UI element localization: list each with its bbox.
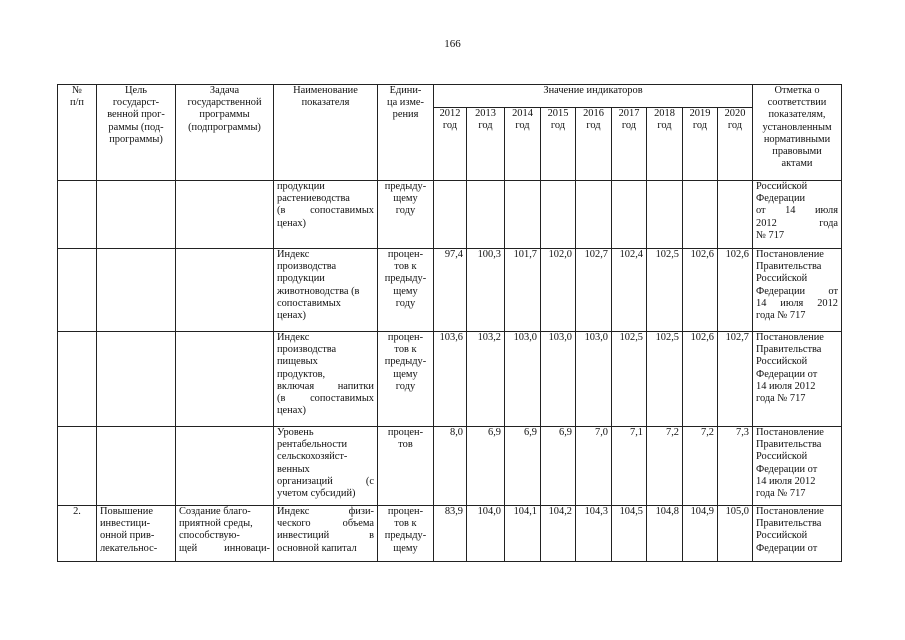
year-unit-label: год — [657, 120, 672, 132]
indicator-name-cell — [274, 506, 378, 562]
compliance-mark-cell — [753, 427, 842, 506]
text-line — [277, 205, 374, 217]
unit-text: предыду- — [384, 181, 427, 192]
indicator-name-text: ческого — [277, 518, 311, 530]
indicator-value: 102,6 — [683, 249, 718, 332]
table-row — [58, 506, 842, 562]
task-text: способствую- — [179, 530, 240, 542]
header-year-2014 — [505, 108, 541, 181]
header-text-line: № — [72, 85, 82, 96]
indicator-value: 103,2 — [467, 332, 505, 427]
indicators-table — [57, 84, 842, 562]
row-number — [58, 332, 97, 427]
row-number — [58, 427, 97, 506]
text-line — [756, 298, 838, 310]
indicator-value: 101,7 — [505, 249, 541, 332]
indicator-value: 8,0 — [434, 427, 467, 506]
text-line — [277, 464, 374, 476]
indicator-name-text: Уровень — [277, 427, 314, 438]
indicator-value: 103,6 — [434, 332, 467, 427]
unit-cell — [378, 249, 434, 332]
indicator-name-text: Индекс — [277, 506, 310, 517]
indicator-value — [505, 181, 541, 249]
goal-cell — [97, 181, 176, 249]
indicator-value — [434, 181, 467, 249]
indicator-name-text: продуктов, — [277, 368, 326, 380]
compliance-mark-text: года № 717 — [756, 310, 806, 322]
indicator-name-text: основной капитал — [277, 542, 357, 554]
text-line — [277, 439, 374, 451]
text-line — [100, 530, 172, 542]
text-line — [179, 543, 270, 555]
header-text-line: (подпрограммы) — [188, 121, 261, 133]
indicator-name-text: растениеводства — [277, 193, 350, 205]
compliance-mark-text: 14 июля 2012 — [756, 475, 816, 487]
goal-text: Повышение — [100, 506, 153, 517]
task-cell — [176, 249, 274, 332]
goal-cell — [97, 332, 176, 427]
indicator-name-cell — [274, 181, 378, 249]
text-line — [756, 506, 838, 518]
compliance-mark-text: Постановление — [756, 332, 824, 343]
indicator-name-text: объема — [342, 518, 374, 530]
year-label: 2019 — [689, 108, 711, 119]
compliance-mark-text: Правительства — [756, 439, 822, 451]
unit-text: предыду- — [384, 356, 427, 368]
indicator-value — [718, 181, 753, 249]
task-text: приятной среды, — [179, 518, 253, 530]
text-line — [277, 298, 374, 310]
indicator-value: 102,5 — [647, 249, 683, 332]
text-line — [277, 218, 374, 230]
text-line — [756, 273, 838, 285]
indicator-name-text: ценах) — [277, 310, 307, 322]
indicator-name-cell — [274, 427, 378, 506]
indicator-value: 97,4 — [434, 249, 467, 332]
header-year-2019 — [683, 108, 718, 181]
indicator-value: 103,0 — [576, 332, 612, 427]
text-line — [277, 310, 374, 322]
compliance-mark-text: от — [828, 285, 838, 297]
indicator-name-text: ценах) — [277, 405, 307, 417]
text-line — [100, 543, 172, 555]
header-text-line: Задача — [209, 85, 240, 96]
indicator-name-text: продукции — [277, 273, 325, 285]
unit-text: щему — [393, 193, 418, 205]
text-line — [277, 273, 374, 285]
indicator-name-text: Индекс — [277, 249, 310, 260]
task-text: щей — [179, 542, 198, 554]
indicator-value: 6,9 — [505, 427, 541, 506]
text-line — [277, 488, 374, 500]
text-line — [277, 518, 374, 530]
unit-text: году — [395, 297, 416, 309]
indicator-name-text: сопоставимых — [310, 393, 374, 405]
task-cell — [176, 506, 274, 562]
indicator-name-text: сопоставимых — [277, 297, 341, 309]
header-text-line: установленным — [762, 121, 832, 133]
text-line — [756, 230, 838, 242]
year-label: 2013 — [475, 108, 496, 119]
text-line — [277, 543, 374, 555]
task-cell — [176, 332, 274, 427]
compliance-mark-text: Федерации от — [756, 368, 818, 380]
text-line — [179, 506, 270, 518]
year-unit-label: год — [550, 120, 566, 132]
indicator-value: 104,5 — [612, 506, 647, 562]
row-number — [58, 249, 97, 332]
year-label: 2017 — [618, 108, 640, 119]
indicator-name-text: (с — [365, 475, 374, 487]
indicator-name-text: включая — [277, 380, 315, 392]
year-unit-label: год — [478, 120, 493, 132]
text-line — [756, 261, 838, 273]
header-text-line: ца изме- — [387, 97, 424, 109]
header-text-line: государст- — [112, 97, 160, 109]
text-line — [277, 427, 374, 439]
text-line — [756, 332, 838, 344]
header-text-line: программы) — [109, 133, 163, 145]
indicator-name-text: производства — [277, 261, 337, 273]
header-year-2015 — [541, 108, 576, 181]
indicator-value — [576, 181, 612, 249]
header-values-group: Значение индикаторов — [434, 85, 753, 108]
compliance-mark-text: июля — [780, 297, 804, 309]
table-row — [58, 249, 842, 332]
header-number — [58, 85, 97, 181]
goal-cell — [97, 506, 176, 562]
indicator-value — [612, 181, 647, 249]
compliance-mark-text: июля — [814, 205, 838, 217]
header-text-line: правовыми — [772, 146, 822, 158]
indicator-name-text: продукции — [277, 181, 325, 192]
text-line — [756, 476, 838, 488]
unit-text: процен- — [387, 332, 424, 343]
goal-cell — [97, 427, 176, 506]
indicator-value: 102,7 — [718, 332, 753, 427]
text-line — [756, 451, 838, 463]
compliance-mark-text: Российской — [756, 273, 808, 285]
text-line — [756, 439, 838, 451]
header-text-line: Наименование — [293, 85, 358, 96]
compliance-mark-text: Федерации от — [756, 542, 818, 554]
header-year-2018 — [647, 108, 683, 181]
text-line — [756, 249, 838, 261]
compliance-mark-cell — [753, 332, 842, 427]
indicator-value: 83,9 — [434, 506, 467, 562]
indicator-value: 102,4 — [612, 249, 647, 332]
task-cell — [176, 181, 274, 249]
indicator-name-text: венных — [277, 463, 310, 475]
task-text: Создание благо- — [179, 506, 251, 517]
header-year-2020 — [718, 108, 753, 181]
text-line — [756, 518, 838, 530]
header-compliance-mark — [753, 85, 842, 181]
indicator-value: 104,0 — [467, 506, 505, 562]
unit-text: процен- — [387, 427, 424, 438]
header-text-line: Отметка о — [774, 85, 820, 96]
text-line — [277, 261, 374, 273]
table-row — [58, 181, 842, 249]
unit-text: процен- — [387, 249, 424, 260]
header-text-line: соответствии — [767, 97, 827, 109]
unit-text: предыду- — [384, 273, 427, 285]
indicator-name-text: учетом субсидий) — [277, 488, 356, 500]
indicator-value: 102,6 — [683, 332, 718, 427]
indicator-value: 7,2 — [647, 427, 683, 506]
compliance-mark-text: 14 — [756, 297, 767, 309]
unit-text: тов к — [394, 518, 417, 530]
text-line — [756, 381, 838, 393]
header-text-line: государственной — [187, 97, 262, 109]
year-label: 2012 — [439, 108, 461, 119]
indicator-name-text: физи- — [348, 506, 374, 517]
text-line — [277, 181, 374, 193]
text-line — [277, 193, 374, 205]
goal-text: лекательнос- — [100, 542, 158, 554]
header-unit — [378, 85, 434, 181]
unit-cell — [378, 506, 434, 562]
header-text-line: нормативными — [763, 133, 831, 145]
text-line — [277, 344, 374, 356]
unit-text: щему — [393, 368, 418, 380]
indicator-value — [647, 181, 683, 249]
row-number: 2. — [58, 506, 97, 562]
indicator-value: 7,2 — [683, 427, 718, 506]
compliance-mark-text: Федерации от — [756, 463, 818, 475]
indicator-value: 104,8 — [647, 506, 683, 562]
indicator-value: 103,0 — [505, 332, 541, 427]
table-row — [58, 427, 842, 506]
compliance-mark-text: 14 — [785, 205, 796, 217]
indicator-value: 6,9 — [467, 427, 505, 506]
text-line — [277, 286, 374, 298]
header-text-line: показателям, — [768, 109, 826, 121]
text-line — [277, 369, 374, 381]
indicator-value — [467, 181, 505, 249]
compliance-mark-text: Постановление — [756, 427, 824, 438]
indicator-value: 105,0 — [718, 506, 753, 562]
unit-cell — [378, 427, 434, 506]
indicator-value: 104,3 — [576, 506, 612, 562]
compliance-mark-text: Российской — [756, 451, 808, 463]
indicator-value: 7,1 — [612, 427, 647, 506]
header-indicator-name — [274, 85, 378, 181]
year-label: 2020 — [724, 108, 746, 119]
unit-cell — [378, 181, 434, 249]
text-line — [756, 356, 838, 368]
header-text-line: Едини- — [389, 85, 422, 96]
compliance-mark-text: года № 717 — [756, 393, 806, 405]
indicator-name-text: в — [369, 530, 374, 542]
text-line — [277, 451, 374, 463]
indicator-value: 100,3 — [467, 249, 505, 332]
year-unit-label: год — [515, 120, 530, 132]
text-line — [100, 518, 172, 530]
indicator-value: 7,3 — [718, 427, 753, 506]
indicator-name-text: производства — [277, 344, 337, 356]
header-text-line: Цель — [124, 85, 148, 96]
header-text-line: актами — [781, 158, 813, 170]
compliance-mark-text: Постановление — [756, 249, 824, 260]
indicator-value: 102,7 — [576, 249, 612, 332]
header-goal — [97, 85, 176, 181]
text-line — [179, 530, 270, 542]
header-year-2013 — [467, 108, 505, 181]
text-line — [756, 286, 838, 298]
table-body — [58, 181, 842, 562]
compliance-mark-text: Федерации — [756, 285, 806, 297]
compliance-mark-text: Правительства — [756, 261, 822, 273]
header-text-line: программы — [199, 109, 250, 121]
text-line — [756, 427, 838, 439]
compliance-mark-cell — [753, 506, 842, 562]
year-label: 2015 — [547, 108, 569, 119]
compliance-mark-text: 2012 — [817, 297, 838, 309]
indicator-name-text: сельскохозяйст- — [277, 451, 348, 463]
indicator-name-text: пищевых — [277, 356, 318, 368]
indicator-name-text: организаций — [277, 475, 333, 487]
indicator-name-text: животноводства (в — [277, 285, 360, 297]
text-line — [277, 530, 374, 542]
year-unit-label: год — [442, 120, 458, 132]
text-line — [277, 249, 374, 261]
indicator-value: 6,9 — [541, 427, 576, 506]
compliance-mark-text: года № 717 — [756, 488, 806, 500]
text-line — [756, 218, 838, 230]
text-line — [756, 344, 838, 356]
compliance-mark-cell — [753, 249, 842, 332]
compliance-mark-text: Постановление — [756, 506, 824, 517]
header-task — [176, 85, 274, 181]
year-unit-label: год — [692, 120, 708, 132]
goal-cell — [97, 249, 176, 332]
indicator-name-text: Индекс — [277, 332, 310, 343]
indicator-name-text: (в — [277, 205, 286, 217]
indicator-value: 104,9 — [683, 506, 718, 562]
compliance-mark-text: Правительства — [756, 518, 822, 530]
indicator-name-text: инвестиций — [277, 530, 330, 542]
compliance-mark-text: Российской — [756, 181, 808, 192]
goal-text: онной прив- — [100, 530, 155, 542]
year-unit-label: год — [727, 120, 743, 132]
text-line — [756, 369, 838, 381]
page-number: 166 — [444, 38, 461, 50]
row-number — [58, 181, 97, 249]
indicator-value: 102,5 — [647, 332, 683, 427]
unit-text: тов к — [394, 261, 417, 273]
header-text-line: раммы (под- — [108, 121, 164, 133]
indicator-name-text: рентабельности — [277, 439, 348, 451]
indicator-value — [541, 181, 576, 249]
text-line — [277, 405, 374, 417]
text-line — [277, 356, 374, 368]
text-line — [756, 543, 838, 555]
indicator-name-text: напитки — [337, 380, 374, 392]
year-unit-label: год — [586, 120, 601, 132]
indicator-value: 102,6 — [718, 249, 753, 332]
indicator-value: 7,0 — [576, 427, 612, 506]
indicator-value: 104,2 — [541, 506, 576, 562]
compliance-mark-text: Правительства — [756, 344, 822, 356]
header-text-line: рения — [392, 109, 419, 121]
task-cell — [176, 427, 274, 506]
text-line — [277, 476, 374, 488]
header-text-line: венной прог- — [107, 109, 165, 121]
unit-text: году — [395, 380, 416, 392]
text-line — [756, 310, 838, 322]
task-text: инноваци- — [224, 542, 270, 554]
text-line — [277, 393, 374, 405]
compliance-mark-text: от — [756, 205, 766, 217]
indicator-name-text: (в — [277, 393, 286, 405]
unit-text: щему — [393, 285, 418, 297]
text-line — [756, 393, 838, 405]
text-line — [277, 506, 374, 518]
text-line — [100, 506, 172, 518]
compliance-mark-cell — [753, 181, 842, 249]
text-line — [756, 464, 838, 476]
indicator-value: 103,0 — [541, 332, 576, 427]
text-line — [756, 488, 838, 500]
text-line — [277, 332, 374, 344]
unit-text: щему — [393, 542, 418, 554]
year-label: 2018 — [654, 108, 675, 119]
indicator-value: 102,0 — [541, 249, 576, 332]
compliance-mark-text: Российской — [756, 356, 808, 368]
text-line — [756, 181, 838, 193]
compliance-mark-text: 2012 — [756, 217, 777, 229]
header-year-2012 — [434, 108, 467, 181]
text-line — [179, 518, 270, 530]
indicator-name-text: ценах) — [277, 217, 307, 229]
goal-text: инвестици- — [100, 518, 151, 530]
text-line — [756, 205, 838, 217]
compliance-mark-text: 14 июля 2012 — [756, 380, 816, 392]
year-label: 2014 — [512, 108, 533, 119]
year-unit-label: год — [621, 120, 637, 132]
table-row — [58, 332, 842, 427]
compliance-mark-text: года — [819, 217, 838, 229]
indicator-value — [683, 181, 718, 249]
unit-text: тов — [398, 439, 413, 451]
unit-text: году — [395, 205, 416, 217]
header-year-2016 — [576, 108, 612, 181]
text-line — [277, 381, 374, 393]
text-line — [756, 193, 838, 205]
unit-text: тов к — [394, 344, 417, 356]
header-year-2017 — [612, 108, 647, 181]
compliance-mark-text: Федерации — [756, 193, 806, 205]
compliance-mark-text: № 717 — [756, 229, 785, 241]
indicator-value: 102,5 — [612, 332, 647, 427]
indicator-value: 104,1 — [505, 506, 541, 562]
unit-text: процен- — [387, 506, 424, 517]
year-label: 2016 — [583, 108, 604, 119]
unit-cell — [378, 332, 434, 427]
indicator-name-text: сопоставимых — [310, 205, 374, 217]
unit-text: предыду- — [384, 530, 427, 542]
indicator-name-cell — [274, 332, 378, 427]
header-text-line: п/п — [69, 97, 84, 109]
header-text-line: показателя — [301, 97, 350, 109]
indicator-name-cell — [274, 249, 378, 332]
compliance-mark-text: Российской — [756, 530, 808, 542]
text-line — [756, 530, 838, 542]
